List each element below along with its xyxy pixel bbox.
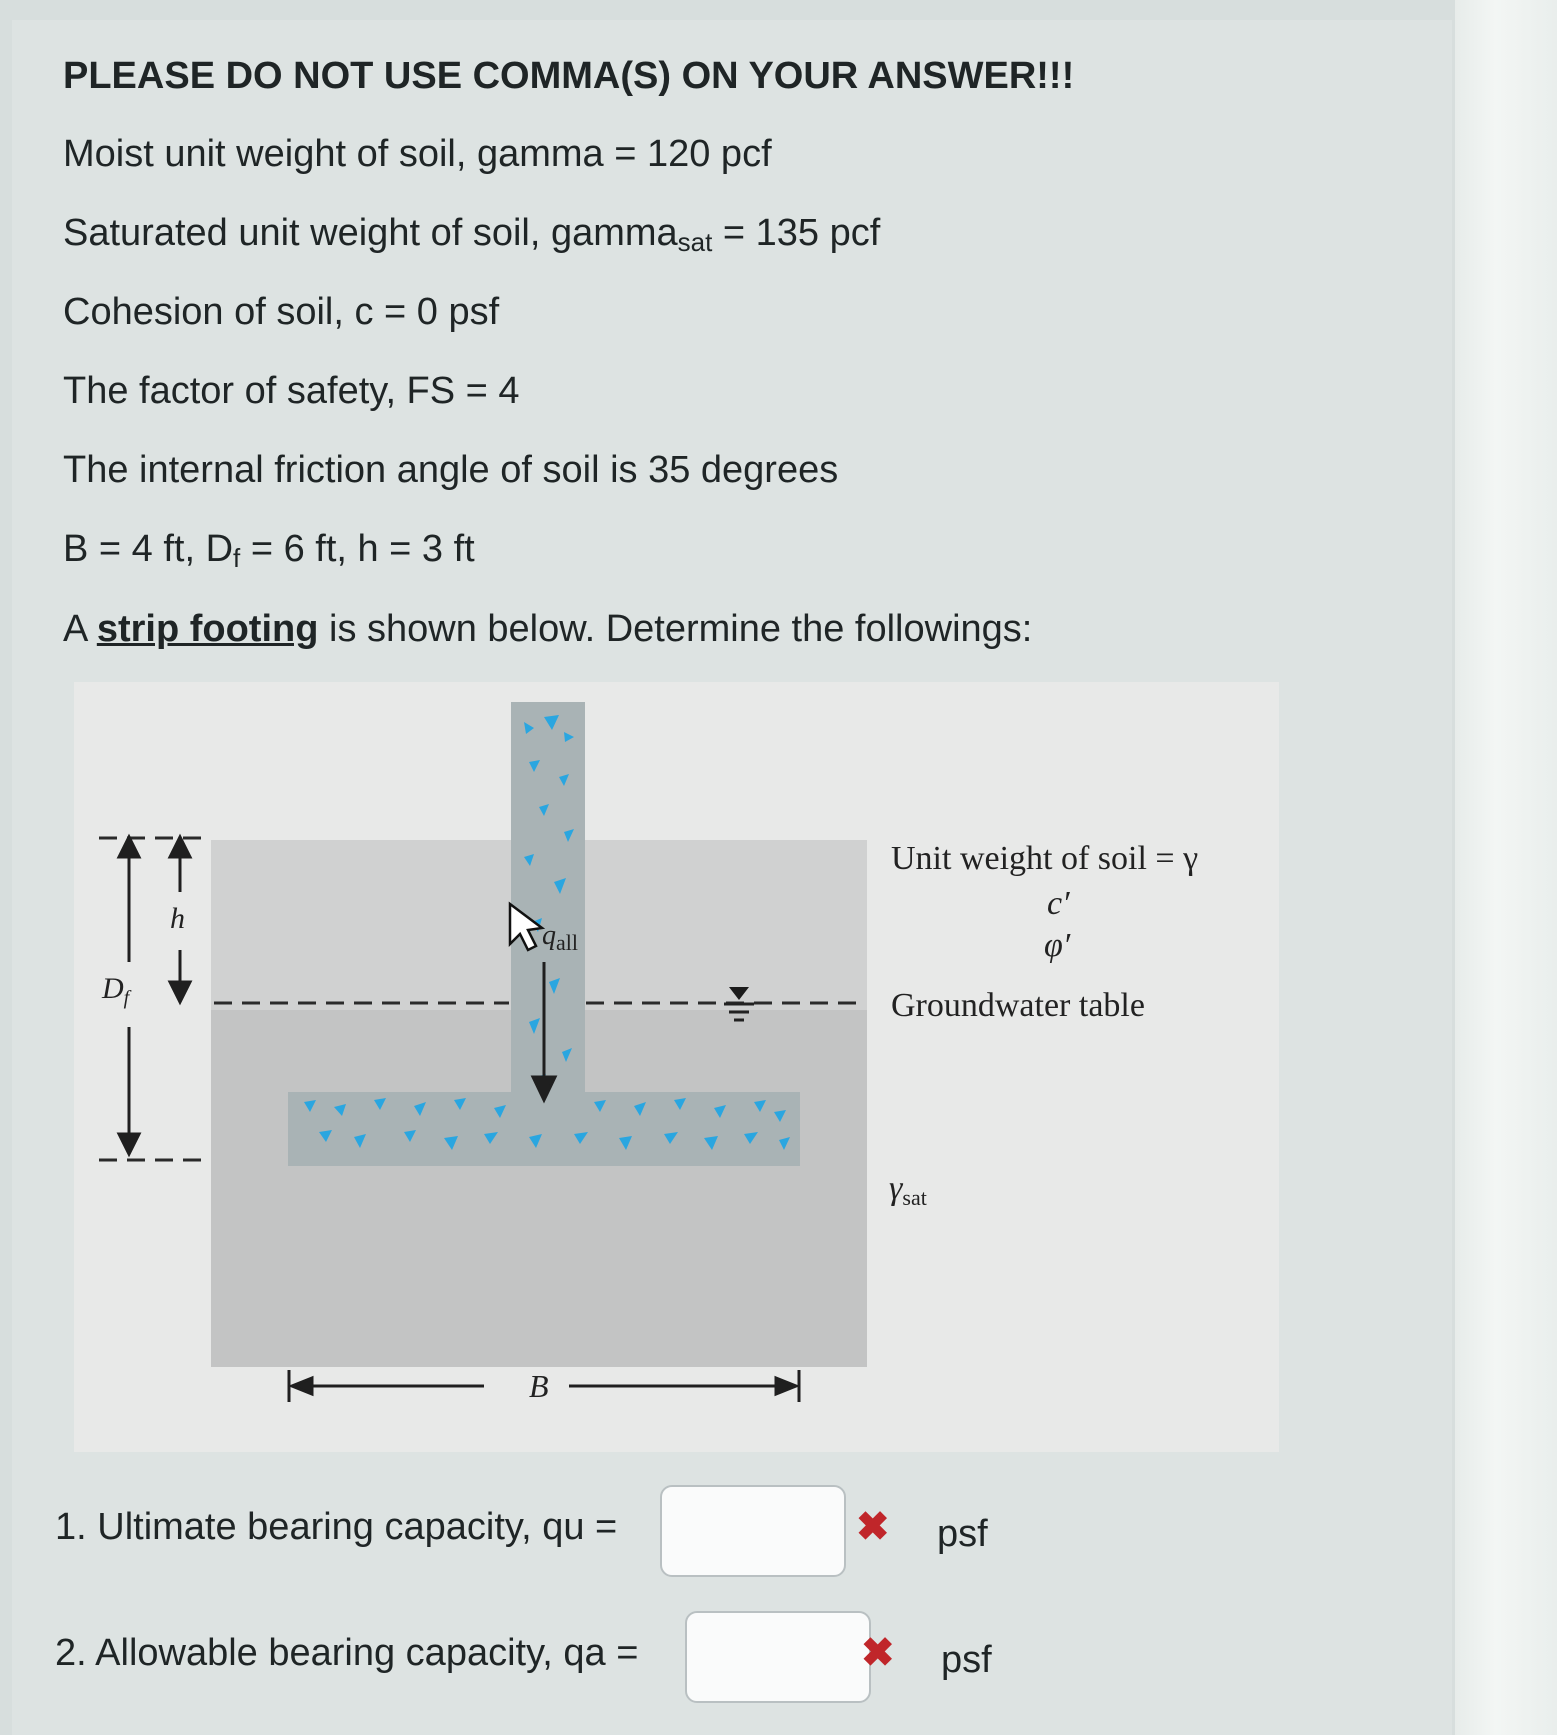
given-cohesion: Cohesion of soil, c = 0 psf [63,291,500,333]
no-comma-warning: PLEASE DO NOT USE COMMA(S) ON YOUR ANSWER!!! [63,55,1075,97]
question-2-label: 2. Allowable bearing capacity, qa = [55,1632,639,1674]
ultimate-bearing-capacity-input[interactable] [660,1485,846,1577]
b-dimension-label: B [529,1368,549,1404]
x-mark-icon: ✖ [861,1631,895,1675]
h-dimension-label: h [170,902,185,935]
gamma-sat-label: $\gamma_{sat}$ [889,1170,927,1210]
given-moist-unit-weight: Moist unit weight of soil, gamma = 120 pcf [63,133,772,175]
x-mark-icon: ✖ [856,1505,890,1549]
question-2-unit: psf [941,1639,992,1681]
cohesion-label: c′ [1047,885,1070,922]
given-factor-of-safety: The factor of safety, FS = 4 [63,370,520,412]
given-saturated-unit-weight: Saturated unit weight of soil, gamma$_{sat}$ = 135 pcf [63,212,881,257]
intro-text: A strip footing is shown below. Determine the followings: [63,608,1033,650]
given-dimensions: B = 4 ft, $D_f = 6$ ft, h = 3 ft [63,528,475,573]
groundwater-table-label: Groundwater table [891,987,1145,1024]
given-friction-angle: The internal friction angle of soil is 35 degrees [63,449,839,491]
unit-weight-label: Unit weight of soil = γ [891,840,1199,877]
question-1-unit: psf [937,1513,988,1555]
question-1-label: 1. Ultimate bearing capacity, qu = [55,1506,618,1548]
window-edge [1455,0,1557,1735]
strip-footing-figure [74,682,1279,1452]
df-dimension-label: $D_f$ [102,972,130,1009]
friction-angle-label: φ′ [1044,927,1071,964]
allowable-bearing-capacity-input[interactable] [685,1611,871,1703]
footing-diagram [74,682,1279,1452]
q-all-label: $q_{all}$ [542,920,578,955]
strip-footing-link[interactable]: strip footing [96,608,319,650]
